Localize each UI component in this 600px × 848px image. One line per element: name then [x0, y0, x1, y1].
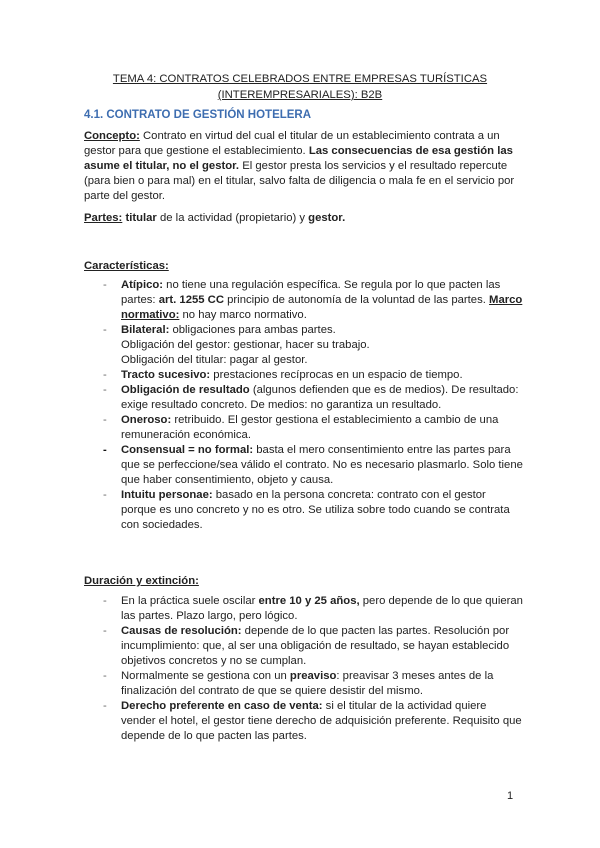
partes-gestor: gestor.	[308, 212, 346, 224]
obligacion-gestor: Obligación del gestor: gestionar, hacer su trabajo.	[121, 339, 370, 351]
concepto-label: Concepto:	[84, 130, 140, 142]
resultado-label: Obligación de resultado	[121, 384, 250, 396]
concepto-text-1: Contrato en virtud del cual el titular de un establecimiento contrata a un gestor para que gestione el establecimiento.	[84, 130, 500, 157]
resultado-text: (algunos defienden que es de medios). De resultado: exige resultado concreto. De medios: no garantiza un resultado.	[121, 384, 519, 411]
derecho-text: si el titular de la actividad quiere vender el hotel, el gestor tiene derecho de adquisición preferente. Requisito que depende de lo que pacten las partes.	[121, 700, 522, 742]
list-item-atipico	[84, 278, 524, 323]
concepto-bold: Las consecuencias de esa gestión las asume el titular, no el gestor.	[84, 145, 513, 172]
duracion-heading	[84, 574, 524, 589]
atipico-text-1: no tiene una regulación específica. Se regula por lo que pacten las partes:	[121, 279, 501, 306]
concepto-paragraph	[84, 129, 524, 204]
preaviso-bold: preaviso	[289, 670, 337, 682]
tracto-text: prestaciones recíprocas en un espacio de tiempo.	[210, 369, 463, 381]
list-item-intuitu	[84, 488, 524, 533]
caracteristicas-heading	[84, 259, 524, 274]
list-item-preaviso	[84, 669, 524, 699]
marco-normativo-label: Marco normativo:	[121, 294, 523, 321]
dash-marker: -	[103, 625, 107, 637]
atipico-article: art. 1255 CC	[158, 294, 224, 306]
bilateral-text: obligaciones para ambas partes.	[169, 324, 336, 336]
caracteristicas-list	[84, 278, 524, 533]
duracion-heading-text: Duración y extinción:	[84, 575, 199, 587]
document-header	[84, 71, 516, 103]
practica-text-2: pero depende de lo que quieran las partes. Plazo largo, pero lógico.	[121, 595, 523, 622]
header-line-1: TEMA 4: CONTRATOS CELEBRADOS ENTRE EMPRESAS TURÍSTICAS	[112, 73, 488, 85]
bilateral-label: Bilateral:	[121, 324, 170, 336]
list-item-causas	[84, 624, 524, 669]
section-title: 4.1. CONTRATO DE GESTIÓN HOTELERA	[84, 109, 312, 121]
consensual-label: Consensual = no formal:	[121, 444, 254, 456]
preaviso-text-1: Normalmente se gestiona con un	[121, 670, 290, 682]
list-item-oneroso	[84, 413, 524, 443]
atipico-label: Atípico:	[121, 279, 164, 291]
dash-marker: -	[103, 414, 107, 426]
intuitu-text: basado en la persona concreta: contrato con el gestor porque es uno concreto y no es otro. Se utiliza sobre todo cuando se contrata con sociedades.	[121, 489, 510, 531]
list-item-resultado	[84, 383, 524, 413]
oneroso-text: retribuido. El gestor gestiona el establecimiento a cambio de una remuneración económica.	[121, 414, 499, 441]
dash-marker: -	[103, 595, 107, 607]
dash-marker: -	[103, 384, 107, 396]
list-item-consensual	[84, 443, 524, 488]
atipico-text-2: principio de autonomía de la voluntad de las partes.	[224, 294, 490, 306]
caracteristicas-heading-text: Características:	[84, 260, 169, 272]
tracto-label: Tracto sucesivo:	[121, 369, 211, 381]
list-item-tracto	[84, 368, 524, 383]
concepto-text-2: El gestor presta los servicios y el resultado repercute (para bien o para mal) en el titular, salvo falta de diligencia o mala fe en el servicio por parte del gestor.	[84, 160, 515, 202]
preaviso-text-2: : preavisar 3 meses antes de la finalización del contrato de que se quiere desistir del mismo.	[121, 670, 494, 697]
oneroso-label: Oneroso:	[121, 414, 172, 426]
dash-marker: -	[103, 324, 107, 336]
dash-marker: -	[103, 279, 107, 291]
partes-label: Partes:	[84, 212, 123, 224]
dash-marker: -	[103, 489, 107, 501]
duracion-list	[84, 594, 524, 744]
atipico-text-3: no hay marco normativo.	[179, 309, 307, 321]
causas-label: Causas de resolución:	[121, 625, 242, 637]
header-line-2: (INTEREMPRESARIALES): B2B	[217, 89, 383, 101]
intuitu-label: Intuitu personae:	[121, 489, 213, 501]
dash-marker: -	[103, 670, 107, 682]
partes-text: de la actividad (propietario) y	[156, 212, 309, 224]
consensual-text: basta el mero consentimiento entre las partes para que se perfeccione/sea válido el contrato. No es necesario plasmarlo. Solo tiene que haber consentimiento, objeto y causa.	[121, 444, 523, 486]
dash-marker: -	[103, 369, 107, 381]
causas-text: depende de lo que pacten las partes. Resolución por incumplimiento: que, al ser una obligación de resultado, se hayan establecido objetivos concretos y no se cumplan.	[121, 625, 510, 667]
dash-marker: -	[103, 700, 107, 712]
partes-paragraph	[84, 211, 524, 226]
obligacion-titular: Obligación del titular: pagar al gestor.	[121, 354, 308, 366]
practica-bold: entre 10 y 25 años,	[258, 595, 360, 607]
list-item-bilateral	[84, 323, 524, 368]
practica-text-1: En la práctica suele oscilar	[121, 595, 259, 607]
partes-titular: titular	[122, 212, 157, 224]
list-item-derecho	[84, 699, 524, 744]
dash-marker: -	[103, 444, 107, 456]
list-item-practica	[84, 594, 524, 624]
derecho-label: Derecho preferente en caso de venta:	[121, 700, 323, 712]
page-number: 1	[507, 790, 514, 802]
